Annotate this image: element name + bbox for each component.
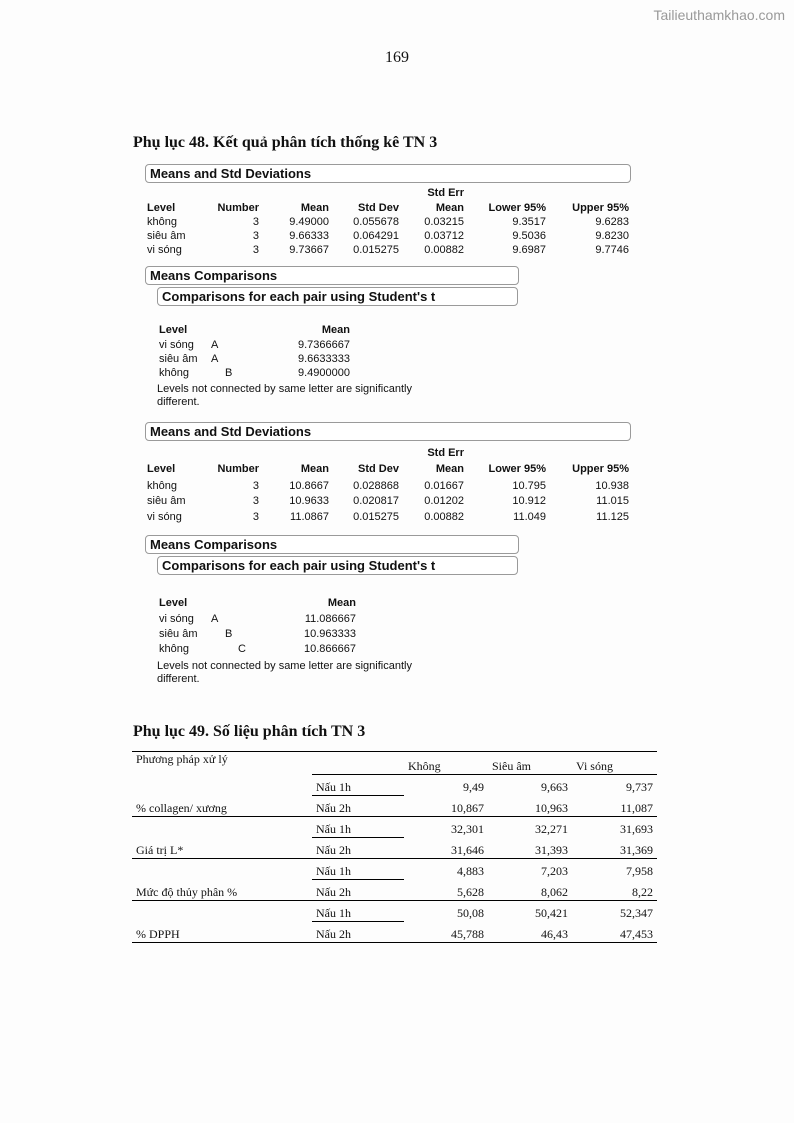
row-stddev: 0.020817: [353, 495, 399, 507]
value-cell: 5,628: [404, 879, 488, 900]
value-cell: 46,43: [488, 921, 572, 942]
cmp-row-letter: B: [225, 367, 233, 379]
table-row: [132, 879, 657, 900]
value-cell: 7,203: [541, 864, 568, 878]
cook-time: Nấu 2h: [312, 837, 404, 858]
col-upper-header: Upper 95%: [572, 463, 629, 475]
means-comparisons-header-2: Means Comparisons: [145, 535, 519, 554]
value-cell: 9,663: [488, 774, 572, 795]
cmp-row-letter: B: [225, 628, 233, 640]
value-cell: 8,062: [488, 879, 572, 900]
value-cell: 7,958: [626, 864, 653, 878]
col-number-header: Number: [217, 463, 259, 475]
row-lower: 9.6987: [512, 244, 546, 256]
value-cell: 50,421: [535, 906, 568, 920]
value-cell: 11,087: [572, 795, 657, 816]
table-row: [132, 921, 657, 942]
significance-note: different.: [157, 396, 200, 408]
value-cell: 31,646: [404, 837, 488, 858]
table-header-row: [132, 752, 657, 775]
section-48-title: Phụ lục 48. Kết quả phân tích thống kê TN 3: [133, 134, 438, 151]
row-stddev: 0.015275: [353, 244, 399, 256]
group-name: % collagen/ xương: [132, 795, 312, 816]
col-stddev-header: Std Dev: [358, 463, 399, 475]
row-lower: 10.795: [512, 480, 546, 492]
row-mean: 9.73667: [289, 244, 329, 256]
row-level: siêu âm: [147, 495, 186, 507]
value-cell: 50,08: [457, 906, 484, 920]
cmp-row-level: không: [159, 643, 189, 655]
cmp-row-mean: 9.6633333: [298, 353, 350, 365]
cook-time: Nấu 1h: [316, 821, 351, 836]
pair-comparison-header-2: Comparisons for each pair using Student's t: [157, 556, 518, 575]
cmp-row-letter: A: [211, 339, 219, 351]
row-stderr: 0.00882: [424, 244, 464, 256]
value-cell: 32,301: [451, 822, 484, 836]
row-stderr: 0.03712: [424, 230, 464, 242]
row-upper: 9.7746: [595, 244, 629, 256]
col-sieuam-header: Siêu âm: [488, 752, 572, 775]
col-number-header: Number: [217, 202, 259, 214]
row-mean: 11.0867: [290, 511, 329, 523]
significance-note: Levels not connected by same letter are significantly: [157, 660, 412, 672]
col-khong-header: Không: [404, 752, 488, 775]
row-mean: 9.66333: [289, 230, 329, 242]
row-stderr: 0.01667: [424, 480, 464, 492]
page-number: 169: [385, 49, 409, 66]
row-stderr: 0.03215: [424, 216, 464, 228]
cmp-row-mean: 9.7366667: [298, 339, 350, 351]
col-stderr-header: Mean: [435, 202, 464, 214]
cook-header: [312, 752, 404, 775]
value-cell: 4,883: [457, 864, 484, 878]
table-row: [132, 900, 657, 921]
cmp-row-mean: 11.086667: [304, 613, 356, 625]
table-row: [132, 858, 657, 879]
cmp-row-mean: 9.4900000: [298, 367, 350, 379]
col-mean-header: Mean: [300, 463, 329, 475]
cmp-mean-header: Mean: [321, 324, 350, 336]
value-cell: 10,867: [404, 795, 488, 816]
significance-note: Levels not connected by same letter are significantly: [157, 383, 412, 395]
std-err-header-top: Std Err: [427, 187, 464, 199]
section-49-title: Phụ lục 49. Số liệu phân tích TN 3: [133, 723, 366, 740]
group-cell: [132, 816, 312, 837]
value-cell: 31,369: [572, 837, 657, 858]
std-err-header-top: Std Err: [427, 447, 464, 459]
value-cell: 9,49: [404, 774, 488, 795]
value-cell: 32,271: [535, 822, 568, 836]
cmp-row-level: không: [159, 367, 189, 379]
cmp-row-letter: A: [211, 613, 219, 625]
significance-note: different.: [157, 673, 200, 685]
row-number: 3: [252, 495, 259, 507]
row-upper: 11.015: [596, 495, 629, 507]
row-level: vi sóng: [147, 244, 182, 256]
means-comparisons-header-1: Means Comparisons: [145, 266, 519, 285]
value-cell: 31,693: [620, 822, 653, 836]
row-number: 3: [252, 216, 259, 228]
row-number: 3: [252, 230, 259, 242]
group-cell: [132, 900, 312, 921]
row-upper: 9.6283: [595, 216, 629, 228]
watermark: Tailieuthamkhao.com: [653, 7, 785, 23]
row-level: không: [147, 216, 177, 228]
pair-comparison-header-1: Comparisons for each pair using Student's t: [157, 287, 518, 306]
cook-time: Nấu 2h: [312, 795, 404, 816]
col-lower-header: Lower 95%: [488, 202, 546, 214]
value-cell: 31,393: [488, 837, 572, 858]
row-upper: 10.938: [595, 480, 629, 492]
table-row: [132, 816, 657, 837]
cmp-row-level: vi sóng: [159, 613, 194, 625]
cook-time: Nấu 1h: [316, 905, 351, 920]
cmp-mean-header: Mean: [327, 597, 356, 609]
cook-time: Nấu 1h: [312, 774, 404, 795]
method-header: Phương pháp xử lý: [132, 752, 312, 775]
row-level: không: [147, 480, 177, 492]
group-name: % DPPH: [132, 921, 312, 942]
value-cell: 47,453: [572, 921, 657, 942]
row-upper: 9.8230: [595, 230, 629, 242]
means-std-header-1: Means and Std Deviations: [145, 164, 631, 183]
value-cell: 8,22: [572, 879, 657, 900]
col-upper-header: Upper 95%: [572, 202, 629, 214]
value-cell: 45,788: [404, 921, 488, 942]
row-stderr: 0.00882: [424, 511, 464, 523]
row-number: 3: [252, 244, 259, 256]
group-cell: [132, 774, 312, 795]
col-stddev-header: Std Dev: [358, 202, 399, 214]
row-stddev: 0.015275: [353, 511, 399, 523]
group-cell: [132, 858, 312, 879]
cmp-row-level: siêu âm: [159, 353, 198, 365]
experiment-data-table: [132, 751, 657, 943]
table-row: [132, 837, 657, 858]
row-lower: 9.5036: [512, 230, 546, 242]
col-lower-header: Lower 95%: [488, 463, 546, 475]
cmp-row-letter: A: [211, 353, 219, 365]
col-mean-header: Mean: [300, 202, 329, 214]
cmp-level-header: Level: [159, 324, 188, 336]
cmp-row-mean: 10.963333: [304, 628, 356, 640]
row-number: 3: [252, 511, 259, 523]
value-cell: 52,347: [620, 906, 653, 920]
row-stderr: 0.01202: [424, 495, 464, 507]
value-cell: 10,963: [488, 795, 572, 816]
means-std-header-2: Means and Std Deviations: [145, 422, 631, 441]
row-lower: 11.049: [513, 511, 546, 523]
row-mean: 10.8667: [289, 480, 329, 492]
table-row: [132, 795, 657, 816]
row-upper: 11.125: [596, 511, 629, 523]
col-level-header: Level: [147, 202, 176, 214]
col-visong-header: Vi sóng: [572, 752, 657, 775]
cmp-level-header: Level: [159, 597, 188, 609]
row-level: vi sóng: [147, 511, 182, 523]
col-level-header: Level: [147, 463, 176, 475]
cmp-row-level: vi sóng: [159, 339, 194, 351]
group-name: Mức độ thủy phân %: [132, 879, 312, 900]
row-lower: 9.3517: [512, 216, 546, 228]
row-mean: 10.9633: [289, 495, 329, 507]
row-lower: 10.912: [512, 495, 546, 507]
cook-time: Nấu 1h: [316, 863, 351, 878]
group-name: Giá trị L*: [132, 837, 312, 858]
row-stddev: 0.064291: [353, 230, 399, 242]
row-stddev: 0.028868: [353, 480, 399, 492]
cook-time: Nấu 2h: [312, 879, 404, 900]
row-number: 3: [252, 480, 259, 492]
row-mean: 9.49000: [289, 216, 329, 228]
cook-time: Nấu 2h: [312, 921, 404, 942]
value-cell: 9,737: [572, 774, 657, 795]
col-stderr-header: Mean: [435, 463, 464, 475]
cmp-row-mean: 10.866667: [304, 643, 356, 655]
row-level: siêu âm: [147, 230, 186, 242]
cmp-row-level: siêu âm: [159, 628, 198, 640]
cmp-row-letter: C: [238, 643, 246, 655]
row-stddev: 0.055678: [353, 216, 399, 228]
table-row: [132, 774, 657, 795]
